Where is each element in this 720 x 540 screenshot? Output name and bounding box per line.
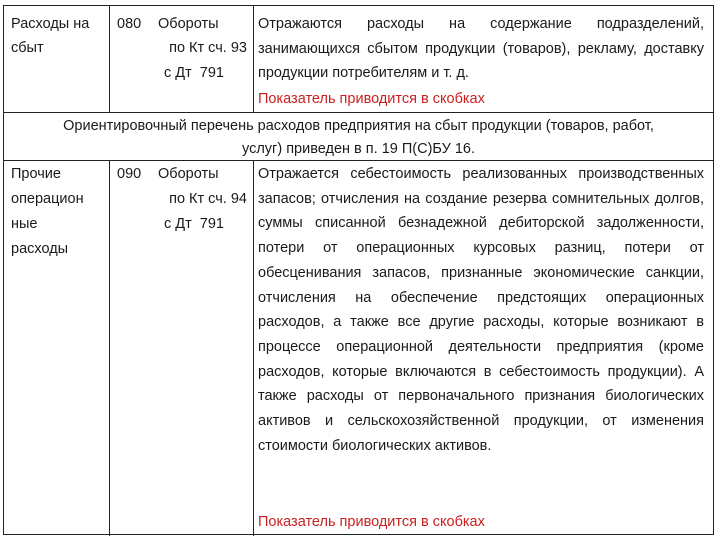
row2-name-line2: операцион [11, 191, 84, 207]
row2-note: Показатель приводится в скобках [258, 514, 485, 530]
row2-name-line3: ные [11, 216, 38, 232]
row-divider-top [4, 112, 713, 113]
col-divider-1-row2 [109, 160, 110, 536]
span-row-line1: Ориентировочный перечень расходов предприятия на сбыт продукции (товаров, работ, [63, 118, 654, 134]
row1-description: Отражаются расходы на содержание подразделений, занимающихся сбытом продукции (товаров), рекламу, доставку продукции потребителям и т. д. [258, 16, 704, 82]
span-row-line2: услуг) приведен в п. 19 П(С)БУ 16. [242, 141, 475, 157]
row1-code: 080 [117, 16, 142, 32]
row1-name-line1: Расходы на [11, 16, 90, 32]
row1-note: Показатель приводится в скобках [258, 91, 485, 107]
col-divider-1-row1 [109, 6, 110, 112]
row2-code: 090 [117, 166, 142, 182]
row2-indicator-line1: Обороты [158, 166, 219, 182]
row2-name-line1: Прочие [11, 166, 61, 182]
row2-name-line4: расходы [11, 241, 69, 257]
col-divider-2-row1 [253, 6, 254, 112]
report-table [3, 5, 714, 535]
row2-description: Отражается себестоимость реализованных производственных запасов; отчисления на создание резерва сомнительных долгов, суммы списанной безнадежной дебиторской задолженности, потери от операционных курсовых разниц, потери от обесценивания запасов, признанные экономические санкции, отчисления на обеспечение предстоящих операционных расходов, а также все другие расходы, которые возникают в процессе операционной деятельности предприятия (кроме расходов, которые включаются в себестоимость продукции). А также расходы от первоначального признания биологических активов и сельскохозяйственной продукции, от изменения стоимости биологических активов. [258, 166, 704, 454]
row1-indicator-line3: с Дт 791 [164, 65, 224, 81]
col-divider-2-row2 [253, 160, 254, 536]
row1-name-line2: сбыт [11, 40, 44, 56]
row1-indicator-line2: по Кт сч. 93 [169, 40, 247, 56]
row2-indicator-line2: по Кт сч. 94 [169, 191, 247, 207]
row2-indicator-line3: с Дт 791 [164, 216, 224, 232]
row1-indicator-line1: Обороты [158, 16, 219, 32]
